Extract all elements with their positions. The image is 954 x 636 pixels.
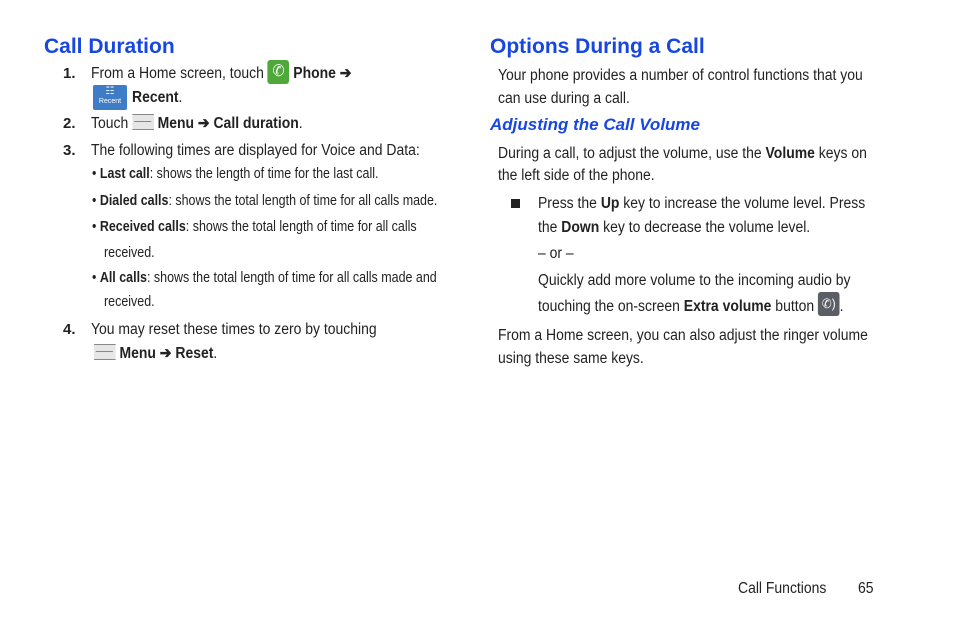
footer-section: Call Functions xyxy=(738,580,827,597)
heading-call-duration: Call Duration xyxy=(44,35,175,58)
bullet-last-call: • Last call: shows the length of time for the last call. xyxy=(92,166,379,182)
down-key-line: the Down key to decrease the volume level. xyxy=(538,219,811,236)
step-4-text: You may reset these times to zero by touching xyxy=(91,321,377,338)
subheading-adjusting-volume: Adjusting the Call Volume xyxy=(490,115,700,134)
recent-icon: ☷ Recent xyxy=(93,85,127,110)
intro-line-1: Your phone provides a number of control functions that you xyxy=(498,67,863,84)
bullet-all-calls: • All calls: shows the total length of time for all calls made and xyxy=(92,270,437,286)
quick-line-1: Quickly add more volume to the incoming audio by xyxy=(538,272,851,289)
step-1-number: 1. xyxy=(63,65,76,82)
home-line-1: From a Home screen, you can also adjust the ringer volume xyxy=(498,327,868,344)
step-2-text: Touch Menu ➔ Call duration. xyxy=(91,115,303,132)
quick-line-2: touching the on-screen Extra volume button ✆) . xyxy=(538,295,877,319)
step-3-number: 3. xyxy=(63,142,76,159)
square-bullet xyxy=(511,199,520,208)
volume-para-line-1: During a call, to adjust the volume, use the Volume keys on xyxy=(498,145,867,162)
step-4-number: 4. xyxy=(63,321,76,338)
intro-line-2: can use during a call. xyxy=(498,90,630,107)
bullet-received-calls: • Received calls: shows the total length of time for all calls xyxy=(92,219,417,235)
step-2-number: 2. xyxy=(63,115,76,132)
or-separator: – or – xyxy=(538,245,574,262)
menu-icon xyxy=(94,344,116,360)
bullet-received-calls-cont: received. xyxy=(104,245,155,261)
bullet-all-calls-cont: received. xyxy=(104,294,155,310)
home-line-2: using these same keys. xyxy=(498,350,644,367)
phone-app-icon: ✆ xyxy=(268,60,290,84)
step-4-menu-reset: Menu ➔ Reset. xyxy=(94,342,231,365)
extra-volume-icon: ✆) xyxy=(818,292,840,316)
menu-icon xyxy=(132,114,154,130)
up-key-line: Press the Up key to increase the volume level. Press xyxy=(538,195,866,212)
step-3-text: The following times are displayed for Voice and Data: xyxy=(91,142,420,159)
step-1-recent: Recent. xyxy=(132,89,183,106)
heading-options-during-call: Options During a Call xyxy=(490,35,705,58)
volume-para-line-2: the left side of the phone. xyxy=(498,167,655,184)
page-number: 65 xyxy=(858,580,874,597)
step-1-text: From a Home screen, touch ✆ Phone ➔ xyxy=(91,62,380,86)
bullet-dialed-calls: • Dialed calls: shows the total length of time for all calls made. xyxy=(92,193,438,209)
